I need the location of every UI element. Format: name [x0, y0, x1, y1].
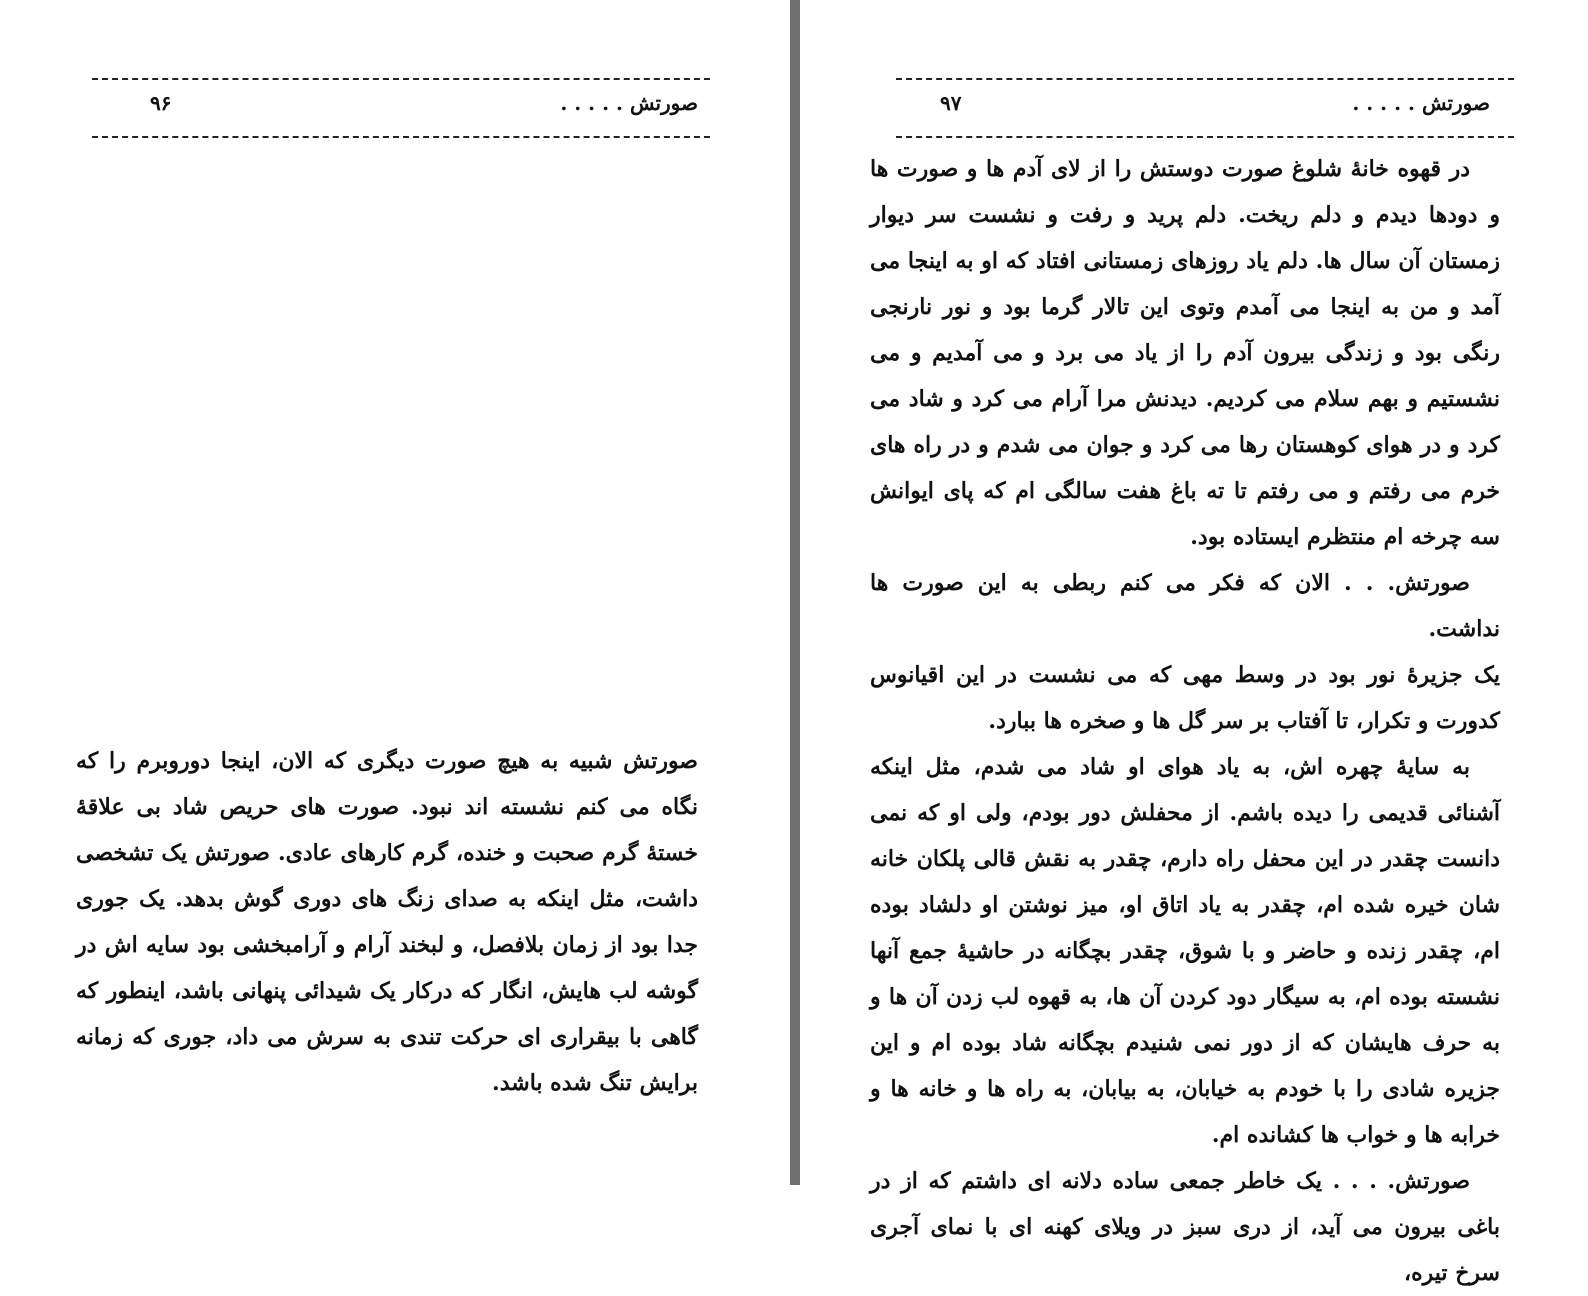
right-page	[800, 0, 1588, 1286]
header-rule-top	[896, 78, 1514, 80]
left-page	[0, 0, 790, 1185]
paragraph: صورتش. . . الان که فکر می کنم ربطی به این صورت ها نداشت.	[870, 570, 1500, 642]
running-title: صورتش . . . . .	[560, 91, 698, 115]
running-title: صورتش . . . . .	[1352, 91, 1490, 115]
paragraph: صورتش شبیه به هیچ صورت دیگری که الان، اینجا دوروبرم را که نگاه می کنم نشسته اند نبود. صورت های حریص شاد بی علاقهٔ خستهٔ گرم صحبت و خنده، گرم کارهای عادی. صورتش یک تشخصی داشت، مثل اینکه به صدای زنگ های دوری گوش بدهد. یک جوری جدا بود از زمان بلافصل، و لبخند آرام و آرامبخشی بود سایه اش در گوشه لب هایش، انگار که درکار یک شیدائی پنهانی باشد، اینطور که گاهی با بیقراری ای حرکت تندی به سرش می داد، جوری که زمانه برایش تنگ شده باشد.	[76, 748, 698, 1096]
page-number: ۹۷	[940, 91, 962, 115]
running-head	[940, 88, 1490, 118]
page-body-text	[76, 738, 698, 1106]
header-rule-bottom	[92, 136, 710, 138]
header-rule-top	[92, 78, 710, 80]
running-head	[150, 88, 698, 118]
paragraph: صورتش. . . . یک خاطر جمعی ساده دلانه ای داشتم که از در باغی بیرون می آید، از دری سبز در ویلای کهنه ای با نمای آجری سرخ تیره،	[870, 1168, 1500, 1286]
paragraph: در قهوه خانهٔ شلوغ صورت دوستش را از لای آدم ها و صورت ها و دودها دیدم و دلم ریخت. دلم پرید و رفت و نشست سر دیوار زمستان آن سال ها. دلم یاد روزهای زمستانی افتاد که او به اینجا می آمد و من به اینجا می آمدم وتوی این تالار گرما بود و نور نارنجی رنگی بود و زندگی بیرون آدم را از یاد می برد و می آمدیم و می نشستیم و بهم سلام می کردیم. دیدنش مرا آرام می کرد و شاد می کرد و در هوای کوهستان رها می کرد و جوان می شدم و در راه های خرم می رفتم و می رفتم تا ته باغ هفت سالگی ام که پای ایوانش سه چرخه ام منتظرم ایستاده بود.	[870, 156, 1500, 550]
book-gutter	[790, 0, 800, 1185]
page-body-text	[870, 146, 1500, 1296]
page-number: ۹۶	[150, 91, 172, 115]
paragraph: یک جزیرهٔ نور بود در وسط مهی که می نشست در این اقیانوس کدورت و تکرار، تا آفتاب بر سر گل ها و صخره ها ببارد.	[870, 662, 1500, 734]
header-rule-bottom	[896, 136, 1514, 138]
paragraph: به سایهٔ چهره اش، به یاد هوای او شاد می شدم، مثل اینکه آشنائی قدیمی را دیده باشم. از محفلش دور بودم، ولی او که نمی دانست چقدر در این محفل راه دارم، چقدر به نقش قالی پلکان خانه شان خیره شده ام، چقدر به یاد اتاق او، میز نوشتن او دلشاد بوده ام، چقدر زنده و حاضر و با شوق، چقدر بچگانه در حاشیهٔ جمع آنها نشسته بوده ام، به سیگار دود کردن آن ها، به قهوه لب زدن آن ها و به حرف هایشان که از دور نمی شنیدم بچگانه شاد بوده ام و این جزیره شادی را با خودم به خیابان، به بیابان، به راه ها و خانه ها و خرابه ها و خواب ها کشانده ام.	[870, 754, 1500, 1148]
